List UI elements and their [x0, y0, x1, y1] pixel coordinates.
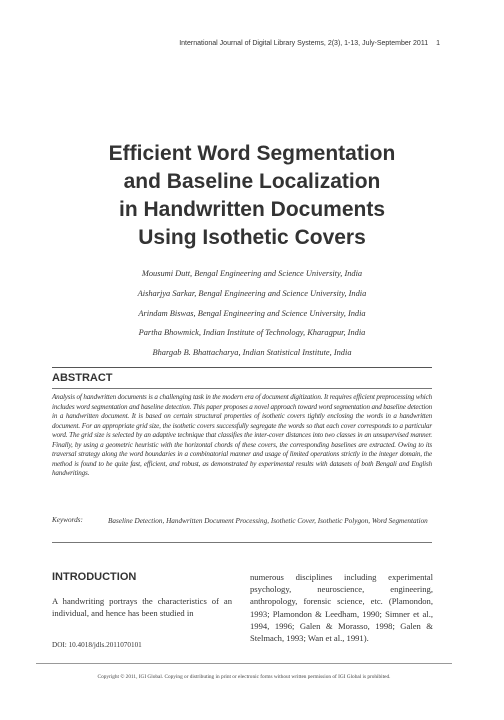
title-line: in Handwritten Documents — [118, 198, 386, 221]
page-number: 1 — [436, 40, 440, 47]
introduction-heading: INTRODUCTION — [52, 571, 137, 583]
title-line: Using Isothetic Covers — [138, 226, 366, 249]
introduction-right-column: numerous disciplines including experimental psychology, neuroscience, engineering, anthropology, forensic science, etc. (Plamondon, 1993; Plamondon & Leedham, 1990; Simner et al., 1994, 1996; Galen & Morasso, 1998; Galen & Stelmach, 1993; Wan et al., 1991). — [250, 572, 433, 644]
author-line: Bhargab B. Bhattacharya, Indian Statistical Institute, India — [152, 348, 352, 358]
copyright-notice: Copyright © 2011, IGI Global. Copying or distributing in print or electronic forms without written permission of IGI Global is prohibited. — [97, 674, 391, 680]
abstract-heading-rule — [52, 388, 432, 389]
author-line: Arindam Biswas, Bengal Engineering and Science University, India — [138, 308, 366, 318]
doi-text: DOI: 10.4018/jdls.2011070101 — [52, 641, 142, 649]
footer-rule — [36, 663, 452, 664]
keywords-text: Baseline Detection, Handwritten Document Processing, Isothetic Cover, Isothetic Polygon, Word Segmentation — [108, 517, 428, 525]
author-line: Aisharjya Sarkar, Bengal Engineering and Science University, India — [137, 288, 367, 298]
abstract-top-rule — [52, 367, 432, 368]
title-line: and Baseline Localization — [123, 170, 381, 193]
keywords-label: Keywords: — [52, 516, 83, 524]
title-line: Efficient Word Segmentation — [108, 142, 396, 165]
author-line: Partha Bhowmick, Indian Institute of Technology, Kharagpur, India — [138, 328, 366, 338]
abstract-bottom-rule — [52, 542, 432, 543]
paper-title — [40, 140, 464, 252]
introduction-left-column: A handwriting portrays the characteristics of an individual, and hence has been studied in — [52, 596, 232, 619]
abstract-heading: ABSTRACT — [52, 372, 113, 384]
journal-citation: International Journal of Digital Library Systems, 2(3), 1-13, July-September 2011 — [179, 40, 429, 47]
running-head — [20, 40, 440, 47]
author-list — [40, 264, 464, 363]
abstract-text: Analysis of handwritten documents is a challenging task in the modern era of document digitization. It requires efficient preprocessing which includes word segmentation and baseline detection. This paper proposes a novel approach toward word segmentation and baseline detection in a handwritten document. It is based on certain structural properties of isothetic covers tightly enclosing the words in a handwritten document. For an appropriate grid size, the isothetic covers successfully segregate the words so that each cover corresponds to a particular word. The grid size is selected by an adaptive technique that classifies the inter-cover distances into two classes in an unsupervised manner. Finally, by using a geometric heuristic with the horizontal chords of these covers, the corresponding baselines are extracted. Owing to its traversal strategy along the word boundaries in a combinatorial manner and usage of limited operations strictly in the integer domain, the method is found to be quite fast, efficient, and robust, as demonstrated by experimental results with datasets of both Bengali and English handwritings. — [52, 393, 432, 478]
author-line: Mousumi Dutt, Bengal Engineering and Science University, India — [141, 269, 363, 278]
